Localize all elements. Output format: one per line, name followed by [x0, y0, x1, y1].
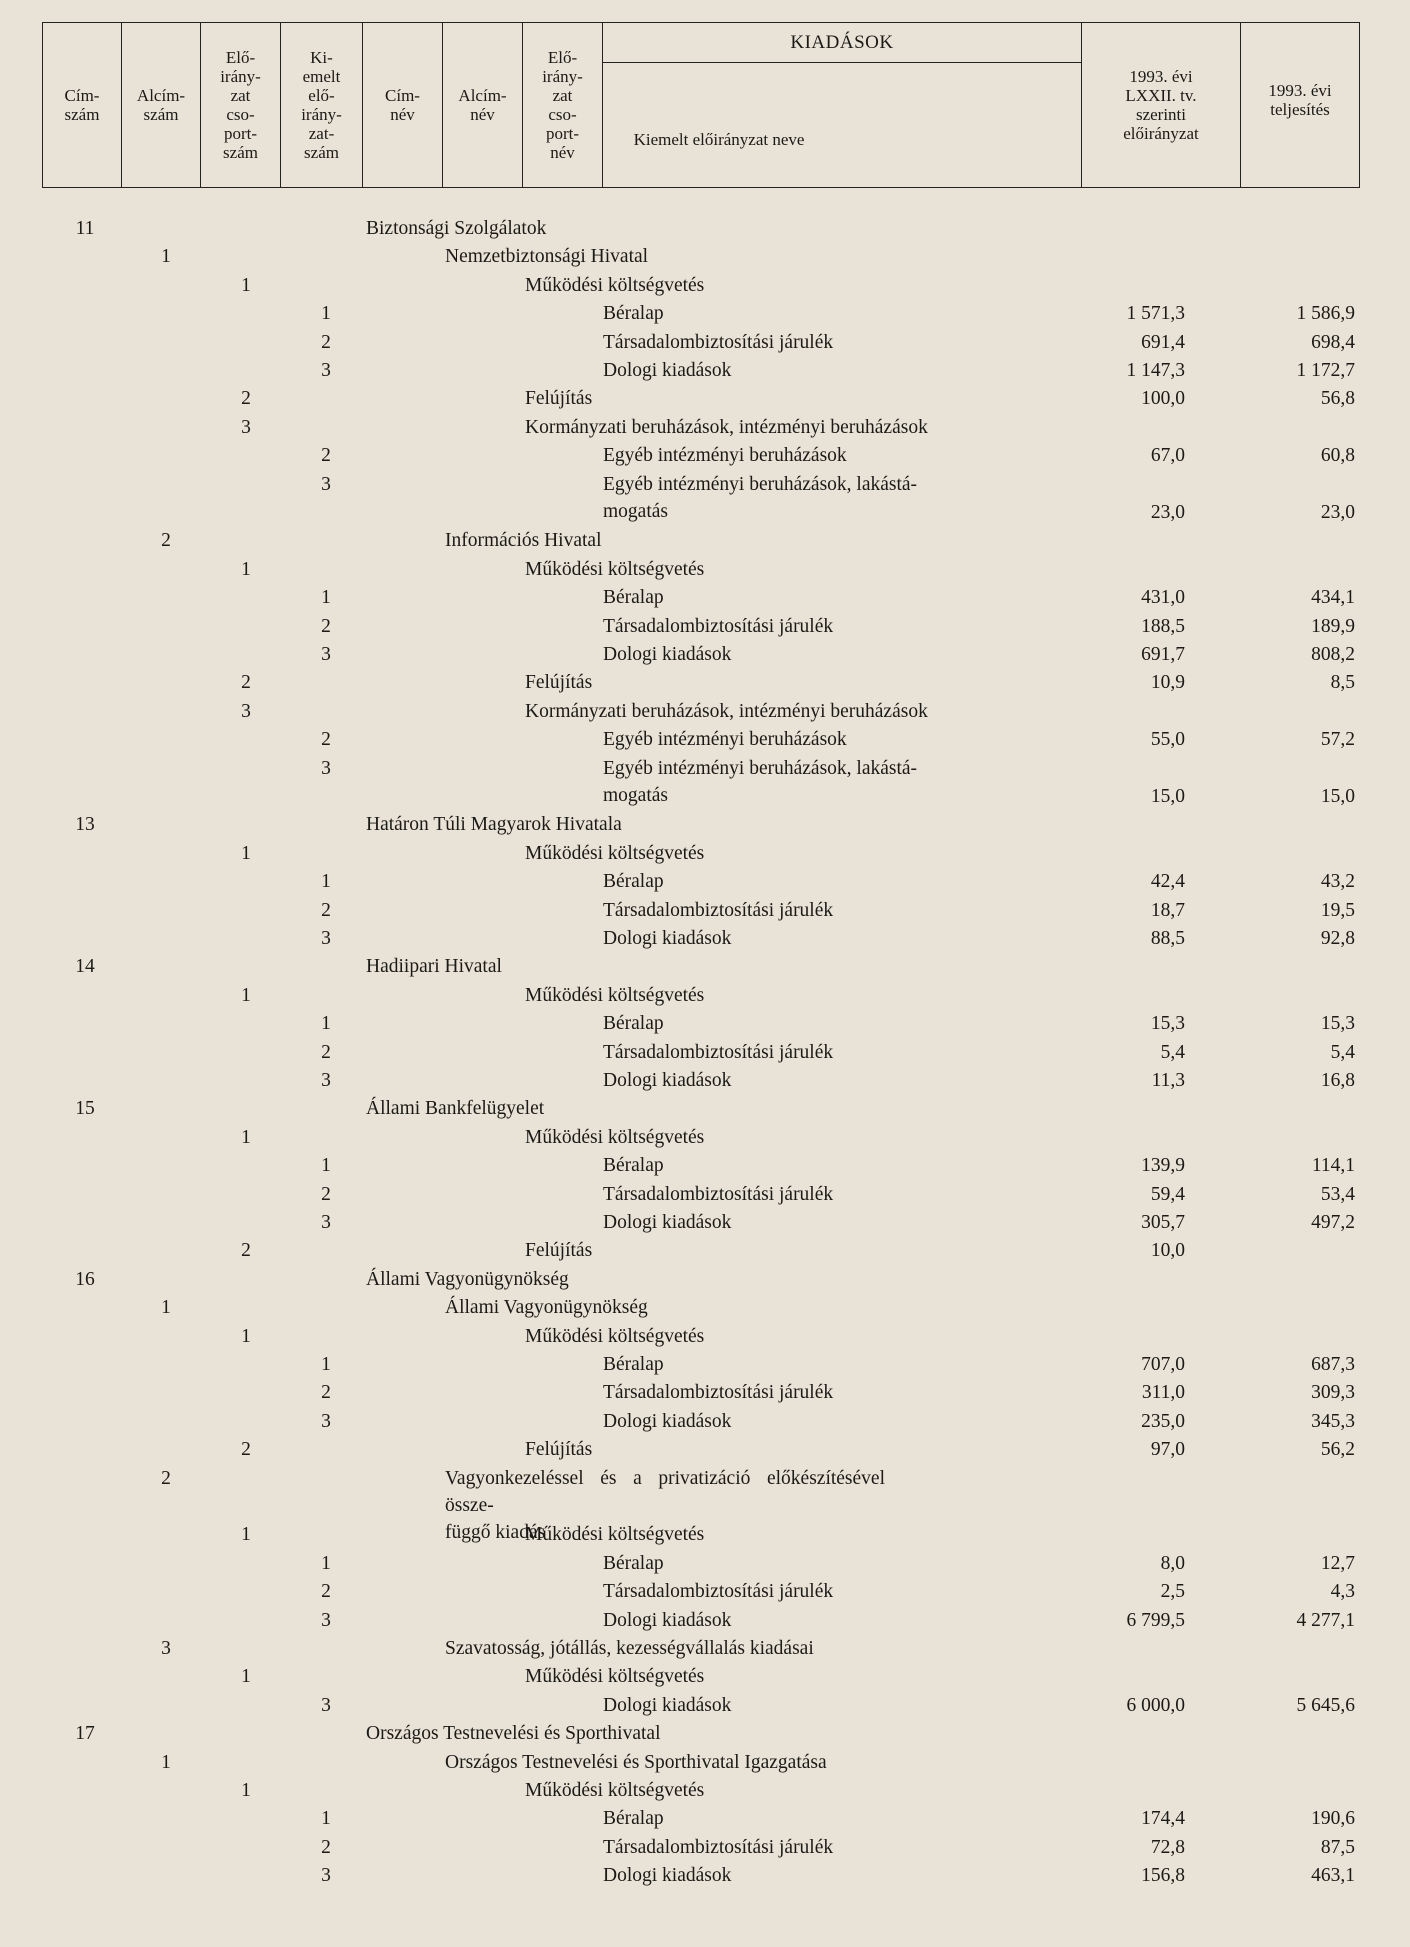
table-row [0, 1124, 1410, 1152]
row-number: 3 [321, 1410, 331, 1432]
table-row [0, 1181, 1410, 1209]
row-actual-value: 1 172,7 [1296, 360, 1355, 381]
header-eloiranyzat-label: 1993. évi LXXII. tv. szerinti előirányzat [1123, 67, 1199, 143]
row-number: 1 [241, 1666, 251, 1688]
row-number: 2 [241, 1240, 251, 1262]
row-actual-value: 5,4 [1330, 1041, 1355, 1063]
header-alcimszam [122, 23, 201, 187]
row-name: Társadalombiztosítási járulék [603, 899, 834, 921]
row-actual-value: 497,2 [1311, 1212, 1355, 1233]
row-number: 3 [321, 473, 331, 495]
row-actual-value: 57,2 [1320, 729, 1355, 751]
row-number: 1 [241, 1780, 251, 1801]
table-row [0, 1862, 1410, 1890]
row-actual-value: 114,1 [1311, 1155, 1355, 1177]
row-number: 1 [161, 1297, 171, 1319]
row-name: Felújítás [525, 388, 593, 410]
row-number: 15 [75, 1098, 95, 1120]
table-row [0, 726, 1410, 754]
row-name: Béralap [603, 1808, 664, 1830]
row-name: Társadalombiztosítási járulék [603, 331, 834, 353]
row-name: Működési költségvetés [525, 558, 705, 580]
row-name: Társadalombiztosítási járulék [603, 1382, 834, 1404]
row-budget-value: 8,0 [1160, 1552, 1185, 1574]
row-budget-value: 18,7 [1150, 899, 1185, 921]
header-alcimnev-label: Alcím- név [458, 86, 507, 124]
header-kiadasok [603, 23, 1081, 63]
row-name: Működési költségvetés [525, 1780, 705, 1801]
table-row [0, 471, 1410, 528]
table-row [0, 442, 1410, 470]
row-number: 1 [161, 246, 171, 268]
row-number: 13 [75, 814, 95, 836]
row-number: 2 [321, 1382, 331, 1404]
table-row [0, 584, 1410, 612]
row-number: 1 [241, 1126, 251, 1148]
row-budget-value: 97,0 [1150, 1439, 1185, 1461]
row-number: 1 [321, 871, 331, 893]
row-budget-value: 174,4 [1141, 1808, 1185, 1830]
row-name: Biztonsági Szolgálatok [366, 218, 547, 239]
row-number: 2 [241, 1439, 251, 1461]
row-name: Dologi kiadások [603, 1212, 732, 1233]
table-row [0, 925, 1410, 953]
header-kiemelt-szam-label: Ki- emelt elő- irány- zat- szám [301, 48, 342, 162]
table-row [0, 1237, 1410, 1265]
row-budget-value: 15,0 [1150, 785, 1185, 807]
row-number: 2 [321, 1183, 331, 1205]
table-row [0, 1266, 1410, 1294]
row-name: Béralap [603, 587, 664, 609]
row-actual-value: 5 645,6 [1296, 1694, 1355, 1716]
table-row [0, 1408, 1410, 1436]
row-actual-value: 16,8 [1320, 1070, 1355, 1091]
header-kiemelt-nev [603, 63, 835, 189]
row-number: 1 [241, 1325, 251, 1347]
table-header [42, 22, 1360, 188]
row-number: 3 [321, 1212, 331, 1233]
row-actual-value: 15,3 [1320, 1013, 1355, 1035]
row-number: 3 [321, 757, 331, 779]
header-eloiranyzat-csoportszam [201, 23, 281, 187]
row-actual-value: 15,0 [1320, 785, 1355, 807]
row-budget-value: 691,4 [1141, 331, 1185, 353]
table-row [0, 300, 1410, 328]
row-number: 1 [241, 274, 251, 296]
header-teljesites-label: 1993. évi teljesítés [1268, 81, 1332, 119]
row-name: Egyéb intézményi beruházások [603, 445, 847, 467]
row-actual-value: 345,3 [1311, 1410, 1355, 1432]
table-row [0, 1294, 1410, 1322]
table-row [0, 1095, 1410, 1123]
row-actual-value: 60,8 [1320, 445, 1355, 467]
row-name: Társadalombiztosítási járulék [603, 1183, 834, 1205]
row-number: 17 [75, 1723, 95, 1745]
row-name: Országos Testnevelési és Sporthivatal [366, 1723, 661, 1745]
row-name: Egyéb intézményi beruházások, lakástá- mogatás [603, 473, 918, 522]
table-row [0, 357, 1410, 385]
row-budget-value: 100,0 [1141, 388, 1185, 410]
row-number: 1 [321, 1808, 331, 1830]
row-number: 1 [321, 1155, 331, 1177]
table-row [0, 1749, 1410, 1777]
row-budget-value: 1 571,3 [1126, 303, 1185, 325]
row-name: Állami Vagyonügynökség [366, 1268, 569, 1290]
row-name: Működési költségvetés [525, 274, 705, 296]
row-number: 3 [321, 1070, 331, 1091]
table-row [0, 272, 1410, 300]
row-actual-value: 808,2 [1311, 644, 1355, 665]
row-name: Kormányzati beruházások, intézményi beruházások [525, 416, 928, 438]
table-row [0, 329, 1410, 357]
row-name: Béralap [603, 303, 664, 325]
table-row [0, 840, 1410, 868]
row-name: Béralap [603, 1013, 664, 1035]
row-number: 16 [75, 1268, 95, 1290]
table-row [0, 698, 1410, 726]
row-name: Dologi kiadások [603, 644, 732, 665]
table-row [0, 868, 1410, 896]
row-actual-value: 43,2 [1320, 871, 1355, 893]
table-row [0, 1436, 1410, 1464]
table-row [0, 1777, 1410, 1805]
table-row [0, 1635, 1410, 1663]
row-name: Dologi kiadások [603, 1865, 732, 1887]
row-actual-value: 309,3 [1311, 1382, 1355, 1404]
header-kiemelt-nev-label: Kiemelt előirányzat neve [633, 130, 805, 149]
row-budget-value: 55,0 [1150, 729, 1185, 751]
row-budget-value: 6 799,5 [1126, 1609, 1185, 1631]
row-number: 2 [161, 1467, 171, 1489]
row-budget-value: 235,0 [1141, 1410, 1185, 1432]
row-budget-value: 10,9 [1150, 672, 1185, 694]
table-row [0, 982, 1410, 1010]
table-row [0, 1663, 1410, 1691]
table-row [0, 641, 1410, 669]
row-name: Béralap [603, 1354, 664, 1375]
row-name: Működési költségvetés [525, 1524, 705, 1546]
row-name: Béralap [603, 1552, 664, 1574]
row-number: 3 [321, 1865, 331, 1887]
row-number: 2 [321, 1581, 331, 1603]
row-number: 3 [321, 1609, 331, 1631]
header-cimnev [363, 23, 443, 187]
row-name: Társadalombiztosítási járulék [603, 1581, 834, 1603]
row-name: Nemzetbiztonsági Hivatal [445, 246, 649, 268]
table-row [0, 414, 1410, 442]
table-row [0, 243, 1410, 271]
table-row [0, 1067, 1410, 1095]
row-number: 2 [241, 672, 251, 694]
table-row [0, 1692, 1410, 1720]
row-name: Egyéb intézményi beruházások, lakástá- mogatás [603, 757, 918, 806]
row-number: 1 [321, 1013, 331, 1035]
row-budget-value: 311,0 [1141, 1382, 1185, 1404]
row-number: 2 [161, 530, 171, 552]
header-alcimszam-label: Alcím- szám [136, 86, 186, 124]
row-budget-value: 2,5 [1160, 1581, 1185, 1603]
row-number: 1 [241, 558, 251, 580]
table-row [0, 215, 1410, 243]
row-name: Egyéb intézményi beruházások [603, 729, 847, 751]
row-name: Társadalombiztosítási járulék [603, 615, 834, 637]
table-row [0, 1578, 1410, 1606]
row-budget-value: 10,0 [1150, 1240, 1185, 1262]
row-actual-value: 87,5 [1320, 1836, 1355, 1858]
table-row [0, 1805, 1410, 1833]
row-budget-value: 59,4 [1150, 1183, 1185, 1205]
row-actual-value: 56,8 [1320, 388, 1355, 410]
row-actual-value: 4,3 [1330, 1581, 1355, 1603]
table-row [0, 1550, 1410, 1578]
row-name: Állami Vagyonügynökség [445, 1297, 648, 1319]
row-number: 2 [321, 1041, 331, 1063]
header-cimszam-label: Cím- szám [64, 86, 100, 124]
row-actual-value: 12,7 [1320, 1552, 1355, 1574]
row-number: 3 [161, 1638, 171, 1659]
row-number: 1 [321, 587, 331, 609]
row-name: Dologi kiadások [603, 1070, 732, 1091]
header-teljesites [1241, 23, 1359, 187]
row-name: Kormányzati beruházások, intézményi beruházások [525, 700, 928, 722]
row-budget-value: 67,0 [1150, 445, 1185, 467]
row-number: 3 [241, 416, 251, 438]
row-number: 3 [321, 360, 331, 381]
row-actual-value: 698,4 [1311, 331, 1355, 353]
row-number: 1 [241, 984, 251, 1006]
table-row [0, 385, 1410, 413]
row-actual-value: 463,1 [1311, 1865, 1355, 1887]
row-budget-value: 305,7 [1141, 1212, 1185, 1233]
table-row [0, 1039, 1410, 1067]
row-name: Dologi kiadások [603, 1609, 732, 1631]
row-name: Hadiipari Hivatal [366, 956, 502, 978]
row-name: Állami Bankfelügyelet [366, 1098, 545, 1120]
row-number: 3 [241, 700, 251, 722]
row-number: 2 [321, 445, 331, 467]
row-name: Működési költségvetés [525, 1126, 705, 1148]
table-row [0, 755, 1410, 812]
row-name: Határon Túli Magyarok Hivatala [366, 814, 622, 836]
row-actual-value: 92,8 [1320, 928, 1355, 949]
row-name: Országos Testnevelési és Sporthivatal Igazgatása [445, 1751, 827, 1773]
row-budget-value: 88,5 [1150, 928, 1185, 949]
row-budget-value: 188,5 [1141, 615, 1185, 637]
row-actual-value: 189,9 [1311, 615, 1355, 637]
row-number: 2 [321, 729, 331, 751]
table-row [0, 556, 1410, 584]
row-budget-value: 707,0 [1141, 1354, 1185, 1375]
table-row [0, 1379, 1410, 1407]
row-name: Működési költségvetés [525, 842, 705, 864]
row-number: 1 [321, 303, 331, 325]
row-actual-value: 8,5 [1330, 672, 1355, 694]
row-name: Működési költségvetés [525, 1666, 705, 1688]
table-row [0, 613, 1410, 641]
row-actual-value: 53,4 [1320, 1183, 1355, 1205]
table-row [0, 1351, 1410, 1379]
row-number: 2 [321, 331, 331, 353]
table-row [0, 1607, 1410, 1635]
row-actual-value: 1 586,9 [1296, 303, 1355, 325]
row-actual-value: 19,5 [1320, 899, 1355, 921]
row-name: Felújítás [525, 1240, 593, 1262]
row-number: 3 [321, 644, 331, 665]
row-name: Társadalombiztosítási járulék [603, 1836, 834, 1858]
row-actual-value: 23,0 [1320, 501, 1355, 523]
header-cimszam [43, 23, 122, 187]
table-row [0, 1720, 1410, 1748]
row-name: Társadalombiztosítási járulék [603, 1041, 834, 1063]
row-number: 1 [321, 1354, 331, 1375]
row-budget-value: 1 147,3 [1126, 360, 1185, 381]
table-row [0, 1152, 1410, 1180]
row-budget-value: 11,3 [1151, 1070, 1185, 1091]
table-row [0, 1323, 1410, 1351]
row-number: 1 [241, 1524, 251, 1546]
row-actual-value: 56,2 [1320, 1439, 1355, 1461]
header-kiemelt-szam [281, 23, 363, 187]
row-name: Béralap [603, 1155, 664, 1177]
header-eloiranyzat [1081, 23, 1241, 187]
row-number: 2 [321, 615, 331, 637]
table-row [0, 1834, 1410, 1862]
row-name: Felújítás [525, 672, 593, 694]
row-name: Béralap [603, 871, 664, 893]
row-actual-value: 4 277,1 [1296, 1609, 1355, 1631]
row-number: 1 [161, 1751, 171, 1773]
row-budget-value: 42,4 [1150, 871, 1185, 893]
row-name: Dologi kiadások [603, 928, 732, 949]
header-csoportszam-label: Elő- irány- zat cso- port- szám [220, 48, 261, 162]
table-row [0, 897, 1410, 925]
row-name: Vagyonkezeléssel és a privatizáció előkészítésével össze- függő kiadás [445, 1467, 885, 1543]
row-actual-value: 190,6 [1311, 1808, 1355, 1830]
row-number: 2 [241, 388, 251, 410]
header-alcimnev [443, 23, 523, 187]
header-cimnev-label: Cím- név [385, 86, 420, 124]
row-budget-value: 72,8 [1150, 1836, 1185, 1858]
row-number: 3 [321, 1694, 331, 1716]
row-budget-value: 156,8 [1141, 1865, 1185, 1887]
table-row [0, 1521, 1410, 1549]
row-name: Dologi kiadások [603, 360, 732, 381]
row-number: 1 [321, 1552, 331, 1574]
row-actual-value: 687,3 [1311, 1354, 1355, 1375]
header-csoportnev-label: Elő- irány- zat cso- port- név [542, 48, 583, 162]
row-budget-value: 5,4 [1160, 1041, 1185, 1063]
header-kiadasok-label: KIADÁSOK [790, 31, 894, 53]
row-budget-value: 23,0 [1150, 501, 1185, 523]
table-row [0, 1209, 1410, 1237]
row-name: Működési költségvetés [525, 1325, 705, 1347]
row-name: Működési költségvetés [525, 984, 705, 1006]
row-budget-value: 6 000,0 [1126, 1694, 1185, 1716]
row-number: 14 [75, 956, 95, 978]
table-row [0, 527, 1410, 555]
table-row [0, 811, 1410, 839]
row-actual-value: 434,1 [1311, 587, 1355, 609]
row-budget-value: 431,0 [1141, 587, 1185, 609]
table-row [0, 1010, 1410, 1038]
header-csoportnev [523, 23, 603, 187]
row-number: 1 [241, 842, 251, 864]
table-row [0, 953, 1410, 981]
table-row [0, 669, 1410, 697]
row-name: Információs Hivatal [445, 530, 602, 552]
row-budget-value: 691,7 [1141, 644, 1185, 665]
row-number: 2 [321, 1836, 331, 1858]
row-name: Felújítás [525, 1439, 593, 1461]
row-name: Dologi kiadások [603, 1410, 732, 1432]
row-name: Dologi kiadások [603, 1694, 732, 1716]
row-name: Szavatosság, jótállás, kezességvállalás kiadásai [445, 1638, 814, 1659]
row-number: 3 [321, 928, 331, 949]
row-number: 2 [321, 899, 331, 921]
row-budget-value: 139,9 [1141, 1155, 1185, 1177]
row-number: 11 [75, 218, 95, 239]
row-budget-value: 15,3 [1150, 1013, 1185, 1035]
